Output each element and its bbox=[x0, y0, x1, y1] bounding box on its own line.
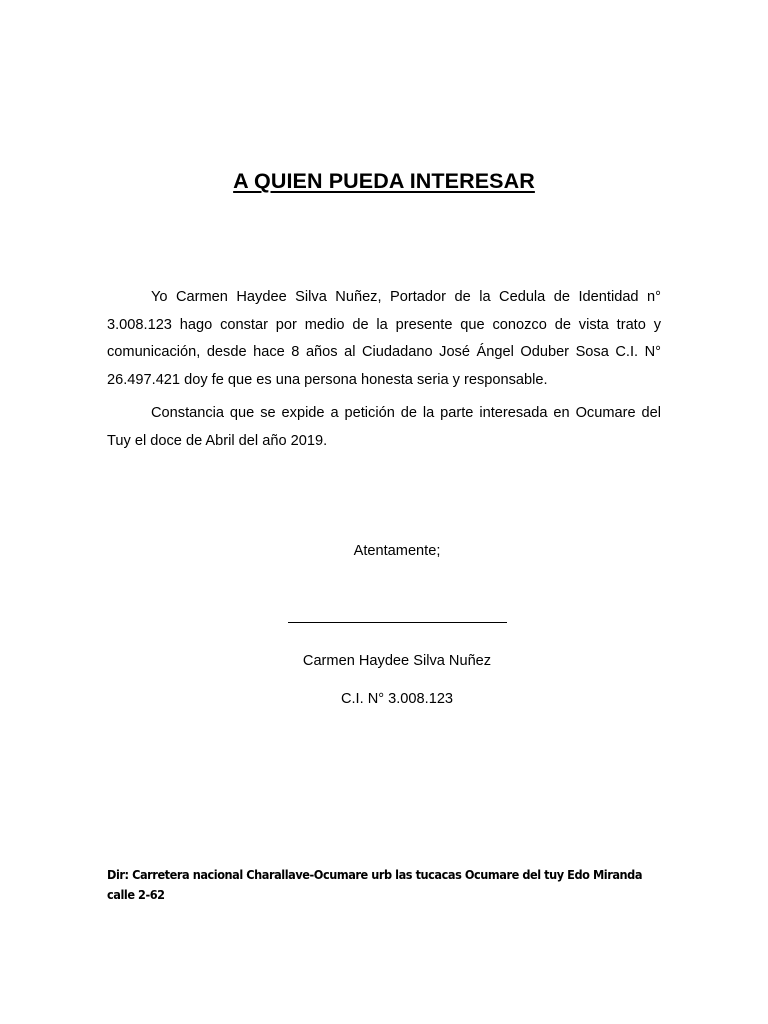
body-paragraph-1-block bbox=[107, 284, 661, 394]
closing-salutation: Atentamente; bbox=[353, 543, 441, 559]
signature-id: C.I. N° 3.008.123 bbox=[340, 691, 454, 707]
signature-line bbox=[288, 622, 507, 623]
signature-name: Carmen Haydee Silva Nuñez bbox=[302, 653, 492, 669]
body-paragraph-1: Yo Carmen Haydee Silva Nuñez, Portador de la Cedula de Identidad n° 3.008.123 hago constar por medio de la presente que conozco de vista trato y comunicación, desde hace 8 años al Ciudadano José Ángel Oduber Sosa C.I. N° 26.497.421 doy fe que es una persona honesta seria y responsable. bbox=[107, 289, 661, 388]
body-paragraph-2: Constancia que se expide a petición de la parte interesada en Ocumare del Tuy el doce de Abril del año 2019. bbox=[107, 405, 661, 449]
document-title: A QUIEN PUEDA INTERESAR bbox=[233, 169, 535, 193]
body-paragraph-2-block bbox=[107, 400, 661, 455]
footer-address: Dir: Carretera nacional Charallave-Ocumare urb las tucacas Ocumare del tuy Edo Miranda calle 2-62 bbox=[107, 867, 643, 902]
